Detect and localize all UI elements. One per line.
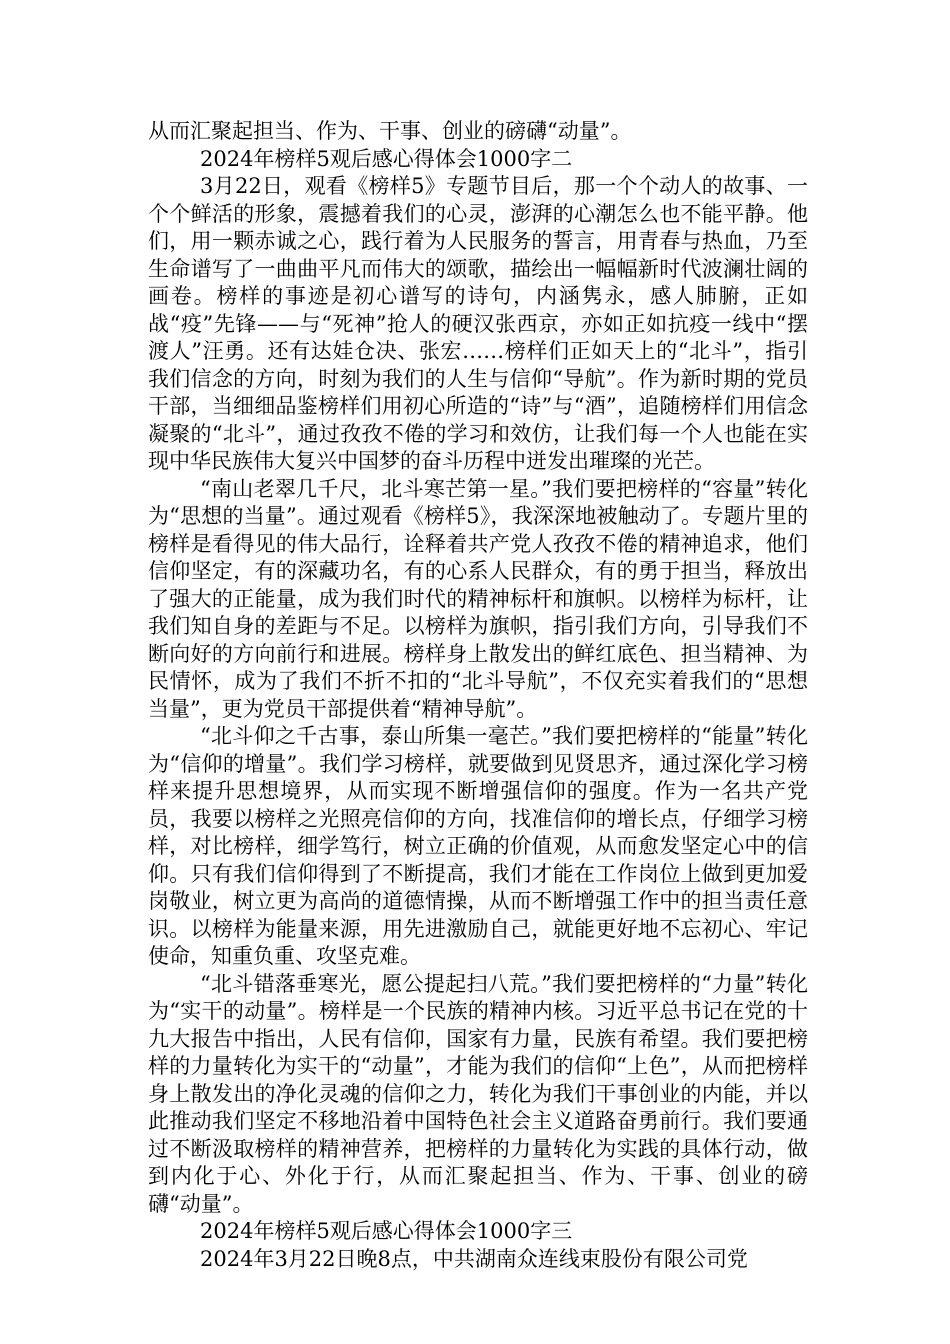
section-heading-2: 2024年榜样5观后感心得体会1000字二	[200, 146, 573, 171]
paragraph-energy: “北斗仰之千古事，泰山所集一毫芒。”我们要把榜样的“能量”转化为“信仰的增量”。我们学习榜样，就要做到见贤思齐，通过深化学习榜样来提升思想境界，从而实现不断增强信仰的强度。作为一名共产党员，我要以榜样之光照亮信仰的方向，找准信仰的增长点，仔细学习榜样，对比榜样，细学笃行，树立正确的价值观，从而愈发坚定心中的信仰。只有我们信仰得到了不断提高，我们才能在工作岗位上做到更加爱岗敬业，树立更为高尚的道德情操，从而不断增强工作中的担当责任意识。以榜样为能量来源，用先进激励自己，就能更好地不忘初心、牢记使命，知重负重、攻坚克难。	[148, 724, 808, 968]
section-heading-3: 2024年榜样5观后感心得体会1000字三	[200, 1219, 573, 1243]
paragraph-continuation: 从而汇聚起担当、作为、干事、创业的磅礴“动量”。	[148, 119, 632, 143]
document-body	[148, 118, 808, 1273]
paragraph-section-3-start: 2024年3月22日晚8点，中共湖南众连线束股份有限公司党	[200, 1246, 748, 1271]
paragraph-intro: 3月22日，观看《榜样5》专题节目后，那一个个动人的故事、一个个鲜活的形象，震撼着我们的心灵，澎湃的心潮怎么也不能平静。他们，用一颗赤诚之心，践行着为人民服务的誓言，用青春与热血，乃至生命谱写了一曲曲平凡而伟大的颂歌，描绘出一幅幅新时代波澜壮阔的画卷。榜样的事迹是初心谱写的诗句，内涵隽永，感人肺腑，正如战“疫”先锋——与“死神”抢人的硬汉张西京，亦如正如抗疫一线中“摆渡人”汪勇。还有达娃仓决、张宏……榜样们正如天上的“北斗”，指引我们信念的方向，时刻为我们的人生与信仰“导航”。作为新时期的党员干部，当细细品鉴榜样们用初心所造的“诗”与“酒”，追随榜样们用信念凝聚的“北斗”，通过孜孜不倦的学习和效仿，让我们每一个人也能在实现中华民族伟大复兴中国梦的奋斗历程中迸发出璀璨的光芒。	[148, 174, 808, 473]
paragraph-power: “北斗错落垂寒光，愿公提起扫八荒。”我们要把榜样的“力量”转化为“实干的动量”。榜样是一个民族的精神内核。习近平总书记在党的十九大报告中指出，人民有信仰，国家有力量，民族有希望。我们要把榜样的力量转化为实干的“动量”，才能为我们的信仰“上色”，从而把榜样身上散发出的净化灵魂的信仰之力，转化为我们干事创业的内能，并以此推动我们坚定不移地沿着中国特色社会主义道路奋勇前行。我们要通过不断汲取榜样的精神营养，把榜样的力量转化为实践的具体行动，做到内化于心、外化于行，从而汇聚起担当、作为、干事、创业的磅礴“动量”。	[148, 971, 808, 1216]
paragraph-capacity: “南山老翠几千尺，北斗寒芒第一星。”我们要把榜样的“容量”转化为“思想的当量”。通过观看《榜样5》，我深深地被触动了。专题片里的榜样是看得见的伟大品行，诠释着共产党人孜孜不倦的精神追求，他们信仰坚定，有的深藏功名，有的心系人民群众，有的勇于担当，释放出了强大的正能量，成为我们时代的精神标杆和旗帜。以榜样为标杆，让我们知自身的差距与不足。以榜样为旗帜，指引我们方向，引导我们不断向好的方向前行和进展。榜样身上散发出的鲜红底色、担当精神、为民情怀，成为了我们不折不扣的“北斗导航”，不仅充实着我们的“思想当量”，更为党员干部提供着“精神导航”。	[148, 476, 808, 721]
